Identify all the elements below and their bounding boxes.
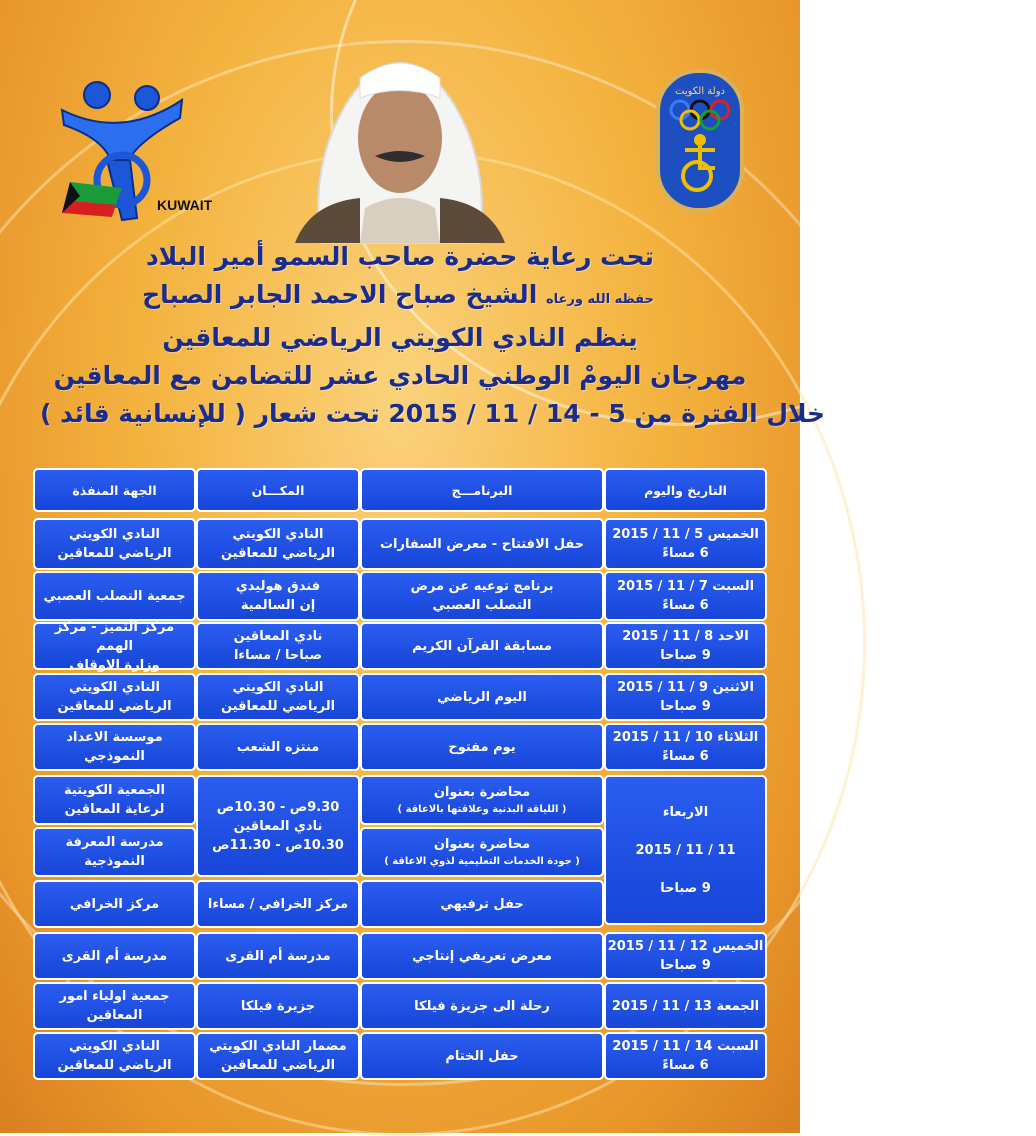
table-row-date: الجمعة 13 / 11 / 2015 [604,982,767,1030]
table-row-org: مركز التميز - مركز الهمم وزارة الاوقاف [33,622,196,670]
schedule-table [33,468,767,1090]
poster-heading [40,238,826,433]
table-row-program: معرض تعريفي إنتاجي [360,932,604,980]
header-date: التاريخ واليوم [604,468,767,512]
table-row-program: يوم مفتوح [360,723,604,771]
heading-line-2: حفظه الله ورعاه الشيخ صباح الاحمد الجابر الصباح [142,280,654,309]
table-row-org: جمعية اولياء امور المعاقين [33,982,196,1030]
table-row-program: برنامج توعيه عن مرض التصلب العصبي [360,571,604,621]
table-row-date: الخميس 12 / 11 / 2015 9 صباحا [604,932,767,980]
table-row-date-wednesday: الاربعاء 11 / 11 / 2015 9 صباحا [604,775,767,925]
kuwait-paralympic-logo [655,68,745,213]
heading-honorific: حفظه الله ورعاه [545,292,654,307]
table-row-place: فندق هوليدي إن السالمية [196,571,360,621]
heading-line-3: ينظم النادي الكويتي الرياضي للمعاقين [162,323,638,352]
table-row-program: مسابقة القرآن الكريم [360,622,604,670]
emir-portrait [290,38,510,243]
table-row-date: الاحد 8 / 11 / 2015 9 صباحا [604,622,767,670]
table-row-place: نادي المعاقين صباحا / مساءا [196,622,360,670]
heading-line-5: خلال الفترة من 5 - 14 / 11 / 2015 تحت شعار ( للإنسانية قائد ) [40,399,826,428]
table-row-program: حفل الختام [360,1032,604,1080]
table-row-program: محاضرة بعنوان ( جودة الخدمات التعليمية لذوي الاعاقة ) [360,827,604,877]
table-row-place: جزيرة فيلكا [196,982,360,1030]
table-row-program: حفل الافتتاح - معرض السفارات [360,518,604,570]
table-row-org: مدرسة المعرفة النموذجية [33,827,196,877]
header-org: الجهة المنفذة [33,468,196,512]
table-row-org: جمعية التصلب العصبي [33,571,196,621]
table-row-date: السبت 14 / 11 / 2015 6 مساءً [604,1032,767,1080]
table-row-org: موسسة الاعداد النموذجي [33,723,196,771]
table-row-place: مدرسة أم القرى [196,932,360,980]
table-row-place: منتزه الشعب [196,723,360,771]
svg-text:دولة الكويت: دولة الكويت [675,86,725,97]
table-row-date: السبت 7 / 11 / 2015 6 مساءً [604,571,767,621]
table-row-org: النادي الكويتي الرياضي للمعاقين [33,518,196,570]
table-row-place: النادي الكويتي الرياضي للمعاقين [196,673,360,721]
table-row-place: 9.30ص - 10.30ص نادي المعاقين 10.30ص - 11.30ص [196,775,360,877]
heading-line-4: مهرجان اليومْ الوطني الحادي عشر للتضامن مع المعاقين [53,361,747,390]
table-row-place: النادي الكويتي الرياضي للمعاقين [196,518,360,570]
table-row-date: الثلاثاء 10 / 11 / 2015 6 مساءً [604,723,767,771]
svg-text:KUWAIT: KUWAIT [157,197,213,213]
table-row-program: اليوم الرياضي [360,673,604,721]
table-row-org: النادي الكويتي الرياضي للمعاقين [33,673,196,721]
header-program: البرنامـــج [360,468,604,512]
table-row-date: الخميس 5 / 11 / 2015 6 مساءً [604,518,767,570]
table-row-program: رحلة الى جزيزة فيلكا [360,982,604,1030]
header-place: المكـــان [196,468,360,512]
table-row-org: الجمعية الكويتية لرعاية المعاقين [33,775,196,825]
table-row-place: مركز الخرافي / مساءا [196,880,360,928]
table-row-date: الاثنين 9 / 11 / 2015 9 صباحا [604,673,767,721]
table-row-program: حفل ترفيهي [360,880,604,928]
table-row-org: مدرسة أم القرى [33,932,196,980]
table-row-org: النادي الكويتي الرياضي للمعاقين [33,1032,196,1080]
table-row-org: مركز الخرافي [33,880,196,928]
heading-line-1: تحت رعاية حضرة صاحب السمو أمير البلاد [145,242,655,271]
club-logo [52,70,213,220]
table-row-place: مضمار النادي الكويتي الرياضي للمعاقين [196,1032,360,1080]
table-row-program: محاضرة بعنوان ( اللياقة البدنية وعلاقتها بالاعاقة ) [360,775,604,825]
